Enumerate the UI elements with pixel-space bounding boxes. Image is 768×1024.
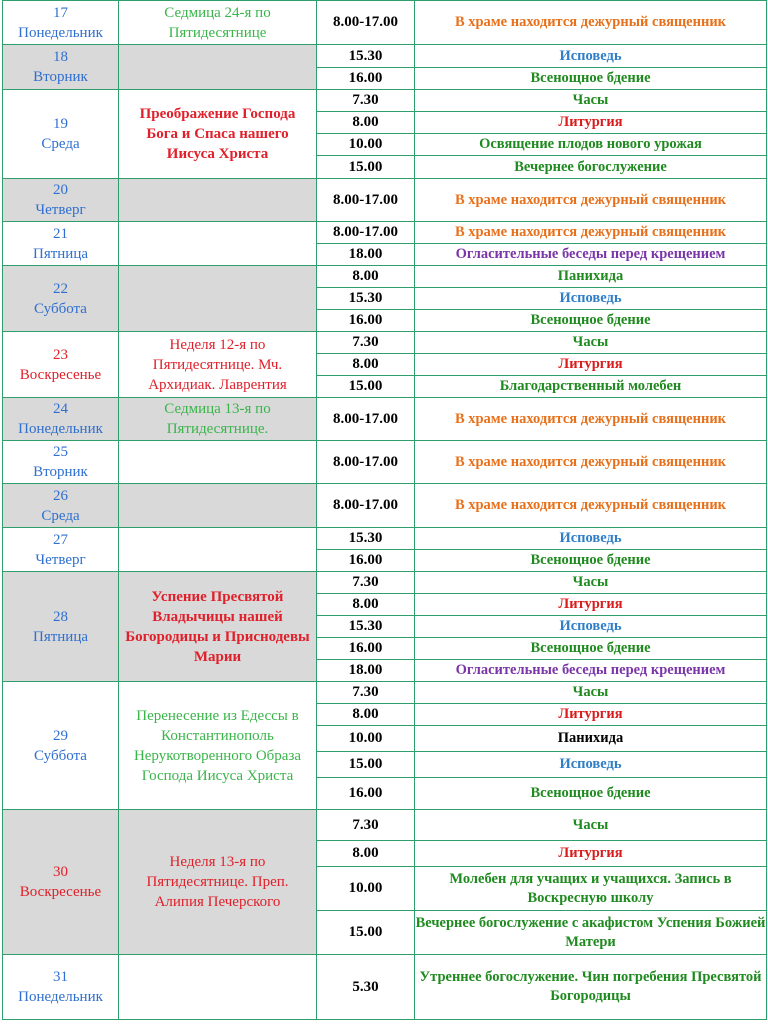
feast-cell: Неделя 12-я по Пятидесятнице. Мч. Архидиак. Лаврентия (119, 332, 317, 398)
schedule-table (2, 0, 767, 1020)
service-cell: Литургия (415, 841, 767, 867)
service-cell: Часы (415, 810, 767, 841)
service-cell: Исповедь (415, 528, 767, 550)
table-row (3, 484, 767, 528)
day-cell (3, 266, 119, 332)
table-row (3, 45, 767, 68)
service-cell: Всенощное бдение (415, 550, 767, 572)
table-row (3, 222, 767, 244)
feast-cell (119, 266, 317, 332)
weekday: Пятница (32, 245, 89, 262)
time-cell: 8.00-17.00 (317, 484, 415, 528)
table-row (3, 266, 767, 288)
weekday: Четверг (35, 551, 86, 568)
service-cell: Часы (415, 332, 767, 354)
time-cell: 8.00 (317, 841, 415, 867)
date: 18 (53, 49, 68, 65)
service-cell: Утреннее богослужение. Чин погребения Пресвятой Богородицы (415, 955, 767, 1020)
time-cell: 8.00-17.00 (317, 398, 415, 441)
time-cell: 15.30 (317, 528, 415, 550)
service-cell: Часы (415, 682, 767, 704)
time-cell: 7.30 (317, 810, 415, 841)
table-row (3, 1, 767, 45)
feast-cell (119, 222, 317, 266)
date: 22 (53, 280, 68, 297)
date: 24 (53, 401, 68, 417)
time-cell: 8.00-17.00 (317, 179, 415, 222)
date: 30 (53, 864, 68, 880)
service-cell: В храме находится дежурный священник (415, 222, 767, 244)
time-cell: 7.30 (317, 90, 415, 112)
service-cell: Часы (415, 90, 767, 112)
feast-cell: Успение Пресвятой Владычицы нашей Богородицы и Приснодевы Марии (119, 572, 317, 682)
time-cell: 15.30 (317, 288, 415, 310)
time-cell: 10.00 (317, 726, 415, 752)
time-cell: 16.00 (317, 310, 415, 332)
date: 23 (53, 346, 68, 363)
feast-cell: Преображение Господа Бога и Спаса нашего Иисуса Христа (119, 90, 317, 179)
day-cell (3, 222, 119, 266)
time-cell: 10.00 (317, 134, 415, 156)
service-cell: Вечернее богослужение с акафистом Успения Божией Матери (415, 911, 767, 955)
feast-cell (119, 484, 317, 528)
service-cell: Литургия (415, 704, 767, 726)
date: 17 (53, 4, 68, 21)
time-cell: 15.00 (317, 376, 415, 398)
service-cell: В храме находится дежурный священник (415, 398, 767, 441)
day-cell (3, 572, 119, 682)
weekday: Суббота (34, 747, 87, 764)
time-cell: 5.30 (317, 955, 415, 1020)
day-cell (3, 90, 119, 179)
day-cell (3, 332, 119, 398)
feast-cell (119, 955, 317, 1020)
service-cell: Исповедь (415, 45, 767, 68)
weekday: Понедельник (18, 421, 103, 437)
service-cell: Исповедь (415, 288, 767, 310)
day-cell (3, 682, 119, 810)
time-cell: 7.30 (317, 332, 415, 354)
day-cell (3, 179, 119, 222)
time-cell: 15.00 (317, 911, 415, 955)
table-row (3, 528, 767, 550)
service-cell: Исповедь (415, 752, 767, 778)
day-cell (3, 398, 119, 441)
date: 29 (53, 727, 68, 744)
service-cell: Панихида (415, 726, 767, 752)
time-cell: 10.00 (317, 867, 415, 911)
time-cell: 7.30 (317, 572, 415, 594)
time-cell: 8.00 (317, 266, 415, 288)
date: 26 (53, 487, 68, 504)
weekday: Суббота (34, 300, 87, 317)
service-cell: Огласительные беседы перед крещением (415, 244, 767, 266)
table-row (3, 90, 767, 112)
feast-cell (119, 528, 317, 572)
time-cell: 16.00 (317, 638, 415, 660)
service-cell: В храме находится дежурный священник (415, 484, 767, 528)
weekday: Понедельник (18, 24, 103, 41)
time-cell: 18.00 (317, 244, 415, 266)
date: 28 (53, 608, 68, 625)
table-row (3, 441, 767, 484)
day-cell (3, 810, 119, 955)
weekday: Понедельник (18, 989, 103, 1005)
date: 19 (53, 116, 68, 132)
weekday: Воскресенье (19, 366, 102, 383)
day-cell (3, 45, 119, 90)
date: 20 (53, 182, 68, 198)
service-cell: Всенощное бдение (415, 778, 767, 810)
time-cell: 15.30 (317, 616, 415, 638)
day-cell (3, 484, 119, 528)
feast-cell: Перенесение из Едессы в Константинополь Нерукотворенного Образа Господа Иисуса Христа (119, 682, 317, 810)
table-row (3, 332, 767, 354)
service-cell: Молебен для учащих и учащихся. Запись в Воскресную школу (415, 867, 767, 911)
service-cell: Благодарственный молебен (415, 376, 767, 398)
time-cell: 8.00 (317, 594, 415, 616)
service-cell: Литургия (415, 594, 767, 616)
service-cell: Огласительные беседы перед крещением (415, 660, 767, 682)
time-cell: 16.00 (317, 550, 415, 572)
weekday: Среда (41, 507, 80, 524)
day-cell (3, 441, 119, 484)
table-row (3, 682, 767, 704)
weekday: Среда (41, 136, 80, 152)
schedule-body (3, 1, 767, 1020)
time-cell: 8.00 (317, 354, 415, 376)
service-cell: Освящение плодов нового урожая (415, 134, 767, 156)
time-cell: 15.00 (317, 156, 415, 179)
service-cell: В храме находится дежурный священник (415, 441, 767, 484)
service-cell: Панихида (415, 266, 767, 288)
time-cell: 8.00 (317, 112, 415, 134)
day-cell (3, 955, 119, 1020)
feast-cell: Неделя 13-я по Пятидесятнице. Преп. Алипия Печерского (119, 810, 317, 955)
weekday: Четверг (35, 202, 86, 218)
date: 31 (53, 969, 68, 985)
date: 21 (53, 225, 68, 242)
weekday: Пятница (32, 628, 89, 645)
service-cell: Всенощное бдение (415, 310, 767, 332)
service-cell: Часы (415, 572, 767, 594)
service-cell: Исповедь (415, 616, 767, 638)
service-cell: Вечернее богослужение (415, 156, 767, 179)
feast-cell: Седмица 24-я по Пятидесятнице (119, 1, 317, 45)
service-cell: В храме находится дежурный священник (415, 179, 767, 222)
time-cell: 8.00-17.00 (317, 441, 415, 484)
table-row (3, 398, 767, 441)
table-row (3, 955, 767, 1020)
time-cell: 18.00 (317, 660, 415, 682)
weekday: Вторник (33, 464, 88, 480)
feast-cell: Седмица 13-я по Пятидесятнице. (119, 398, 317, 441)
time-cell: 8.00-17.00 (317, 1, 415, 45)
date: 25 (53, 444, 68, 460)
table-row (3, 810, 767, 841)
day-cell (3, 528, 119, 572)
feast-cell (119, 441, 317, 484)
time-cell: 8.00 (317, 704, 415, 726)
service-cell: Всенощное бдение (415, 68, 767, 90)
day-cell (3, 1, 119, 45)
date: 27 (53, 531, 68, 548)
table-row (3, 179, 767, 222)
feast-cell (119, 45, 317, 90)
service-cell: В храме находится дежурный священник (415, 1, 767, 45)
weekday: Вторник (33, 69, 88, 85)
time-cell: 7.30 (317, 682, 415, 704)
service-cell: Литургия (415, 354, 767, 376)
service-cell: Литургия (415, 112, 767, 134)
feast-cell (119, 179, 317, 222)
time-cell: 16.00 (317, 68, 415, 90)
time-cell: 15.00 (317, 752, 415, 778)
time-cell: 16.00 (317, 778, 415, 810)
service-cell: Всенощное бдение (415, 638, 767, 660)
weekday: Воскресенье (19, 884, 102, 900)
time-cell: 15.30 (317, 45, 415, 68)
table-row (3, 572, 767, 594)
time-cell: 8.00-17.00 (317, 222, 415, 244)
